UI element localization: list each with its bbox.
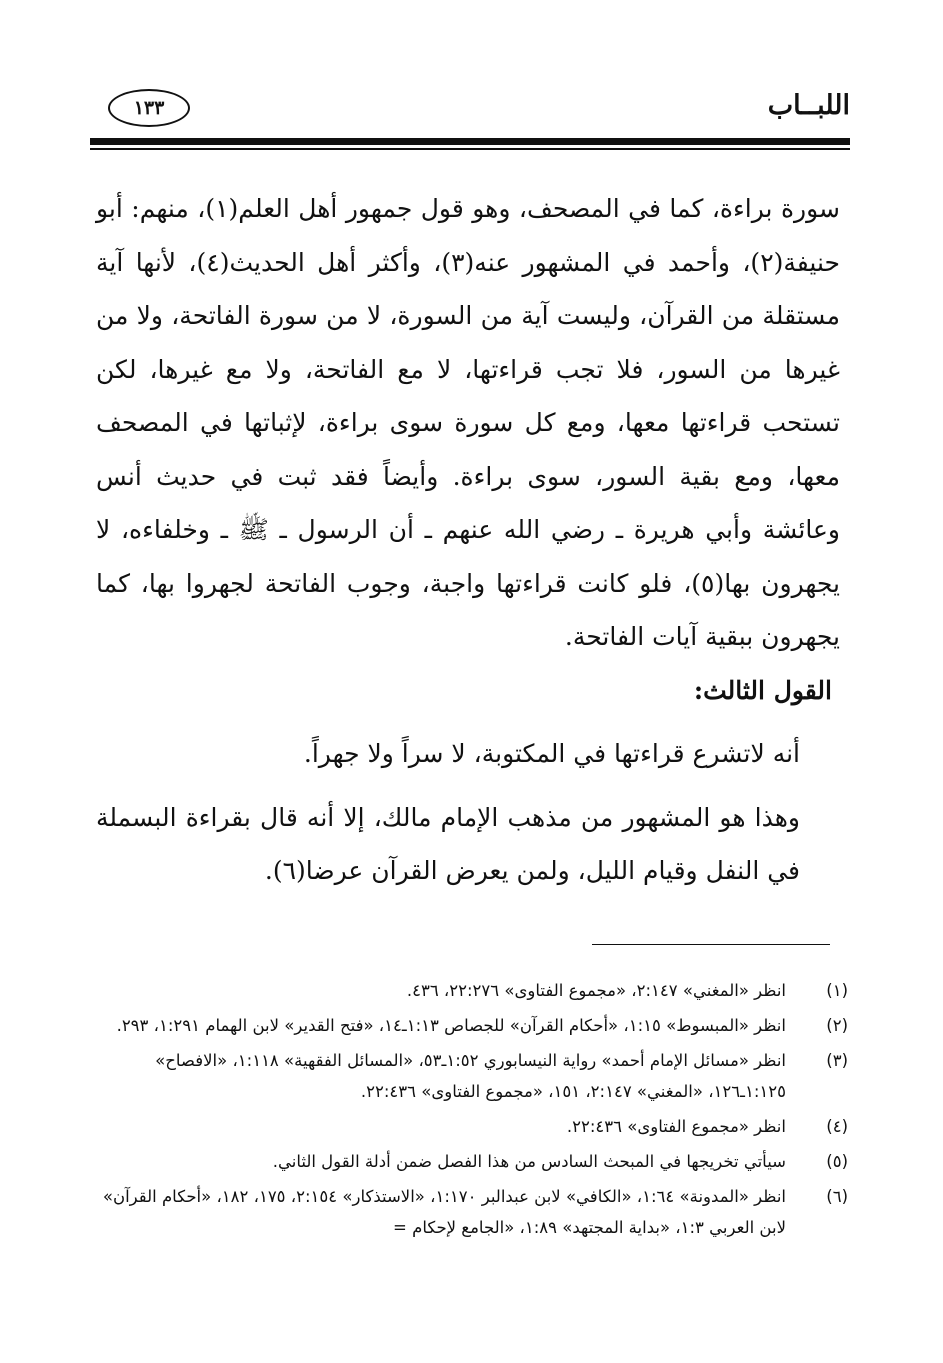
footnote-text: انظر «المدونة» ١:٦٤، «الكافي» لابن عبدالبر ١:١٧٠، «الاستذكار» ٢:١٥٤، ١٧٥، ١٨٢، «أحكام القرآن» لابن العربي ١:٣، «بداية المجتهد» ١:٨٩، «الجامع لإحكام = [102, 1187, 786, 1237]
page-header [90, 85, 850, 135]
footnote-text: سيأتي تخريجها في المبحث السادس من هذا الفصل ضمن أدلة القول الثاني. [272, 1152, 786, 1171]
footnote-text: انظر «المبسوط» ١:١٥، «أحكام القرآن» للجصاص ١:١٣ـ١٤، «فتح القدير» لابن الهمام ١:٢٩١، ٢٩٣. [116, 1016, 786, 1035]
main-text [96, 182, 840, 898]
footnote [96, 1146, 850, 1177]
footnote-text: انظر «المغني» ٢:١٤٧، «مجموع الفتاوى» ٢٢:٢٧٦، ٤٣٦. [406, 981, 786, 1000]
footnote-text: انظر «مجموع الفتاوى» ٢٢:٤٣٦. [566, 1117, 786, 1136]
paragraph: أنه لاتشرع قراءتها في المكتوبة، لا سراً ولا جهراً. [303, 739, 800, 768]
section-heading: القول الثالث: [693, 675, 832, 705]
paragraph: وهذا هو المشهور من مذهب الإمام مالك، إلا أنه قال بقراءة البسملة في النفل وقيام الليل، ولمن يعرض القرآن عرضا(٦). [96, 802, 800, 885]
footnotes [96, 975, 850, 1247]
footnote-number: (٢) [826, 1016, 848, 1035]
footnote [96, 1045, 850, 1107]
footnote [96, 1010, 850, 1041]
paragraph: سورة براءة، كما في المصحف، وهو قول جمهور أهل العلم(١)، منهم: أبو حنيفة(٢)، وأحمد في المشهور عنه(٣)، وأكثر أهل الحديث(٤)، لأنها آية مستقلة من القرآن، وليست آية من السورة، لا من سورة الفاتحة، ولا من غيرها من السور، فلا تجب قراءتها، لا مع الفاتحة، ولا مع غيرها، لكن تستحب قراءتها معها، ومع كل سورة سوى براءة، لإثباتها في المصحف معها، ومع بقية السور، سوى براءة. وأيضاً فقد ثبت في حديث أنس وعائشة وأبي هريرة ـ رضي الله عنهم ـ أن الرسول ـ ﷺ ـ وخلفاءه، لا يجهرون بها(٥)، فلو كانت قراءتها واجبة، وجوب الفاتحة لجهروا بها، كما يجهرون ببقية آيات الفاتحة. [96, 194, 840, 651]
running-title: اللبــاب [767, 90, 850, 121]
footnote-number: (٥) [826, 1152, 848, 1171]
footnote [96, 1111, 850, 1142]
header-rule [90, 138, 850, 145]
footnote [96, 975, 850, 1006]
footnote-number: (٣) [826, 1051, 848, 1070]
page-number: ١٣٣ [108, 89, 190, 127]
footnote-text: انظر «مسائل الإمام أحمد» رواية النيسابوري ١:٥٢ـ٥٣، «المسائل الفقهية» ١:١١٨، «الافصاح» ١:١٢٥ـ١٢٦، «المغني» ٢:١٤٧، ١٥١، «مجموع الفتاوى» ٢٢:٤٣٦. [155, 1051, 786, 1101]
footnote-number: (٤) [826, 1117, 848, 1136]
header-rule-thin [90, 148, 850, 150]
footnote [96, 1181, 850, 1243]
footnote-separator [592, 944, 830, 945]
footnote-number: (٦) [826, 1187, 848, 1206]
footnote-number: (١) [826, 981, 848, 1000]
